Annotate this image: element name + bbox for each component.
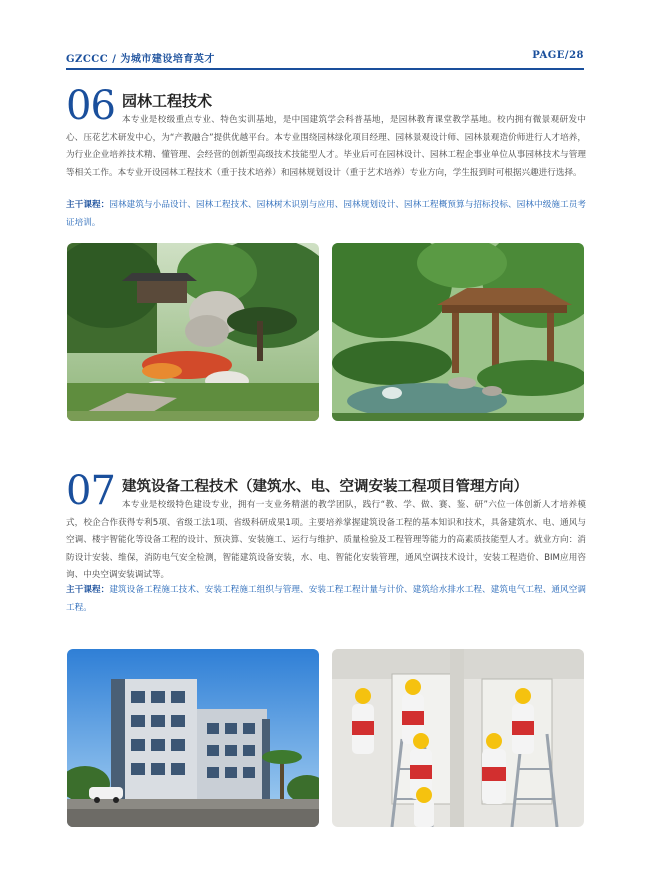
section-title: 建筑设备工程技术（建筑水、电、空调安装工程项目管理方向） (122, 479, 528, 495)
section-courses (66, 582, 586, 617)
electrical-workers-photo (332, 649, 584, 827)
brand (66, 50, 215, 65)
courses-text: 园林建筑与小品设计、园林工程技术、园林树木识别与应用、园林规划设计、园林工程概预算与招标投标、园林中级施工员考证培训。 (66, 200, 586, 228)
page-header (66, 50, 584, 70)
garden-rockery-photo (67, 243, 319, 421)
section-number: 06 (66, 83, 115, 129)
section-title: 园林工程技术 (122, 92, 213, 110)
section-body: 本专业是校级特色建设专业，拥有一支业务精湛的教学团队，践行“教、学、做、赛、鉴、研”六位一体创新人才培养模式，校企合作获得专利5项、省级工法1项、省级科研成果1项。主要培养掌握建筑设备工程的基本知识和技术，具备建筑水、电、通风与空调、楼宇智能化等设备工程的设计、预决算、安装施工、运行与维护、质量检验及工程管理等能力的高素质技能型人才。就业方向：消防设计安装、维保，消防电气安全检测，智能建筑设备安装，水、电、智能化安装管理，通风空调技术设计，安装工程造价、BIM应用咨询、中央空调安装调试等。 (66, 500, 586, 580)
section-body: 本专业是校级重点专业、特色实训基地，是中国建筑学会科普基地，是园林教育课堂教学基地。校内拥有微景观研发中心、压花艺术研发中心，为“产教融合”提供优越平台。本专业围绕园林绿化项目经理、园林景观设计师、园林景观造价师进行人才培养，为行业企业培养技术精、懂管理、会经营的创新型高级技术技能型人才。毕业后可在园林设计、园林工程企事业单位从事园林技术与管理等相关工作。本专业开设园林工程技术（重于技术培养）和园林规划设计（重于艺术培养）专业方向，学生报到时可根据兴趣进行选择。 (66, 115, 586, 178)
garden-pavilion-photo (332, 243, 584, 421)
brand-slogan: / 为城市建设培育英才 (112, 54, 215, 65)
section-number: 07 (66, 468, 115, 514)
courses-label: 主干课程： (66, 585, 110, 595)
section-courses (66, 197, 586, 232)
building-photo (67, 649, 319, 827)
brand-name: GZCCC (66, 54, 109, 65)
courses-label: 主干课程： (66, 200, 110, 210)
courses-text: 建筑设备工程施工技术、安装工程施工组织与管理、安装工程工程计量与计价、建筑给水排水工程、建筑电气工程、通风空调工程。 (66, 585, 586, 613)
page-number: PAGE/28 (532, 50, 584, 61)
